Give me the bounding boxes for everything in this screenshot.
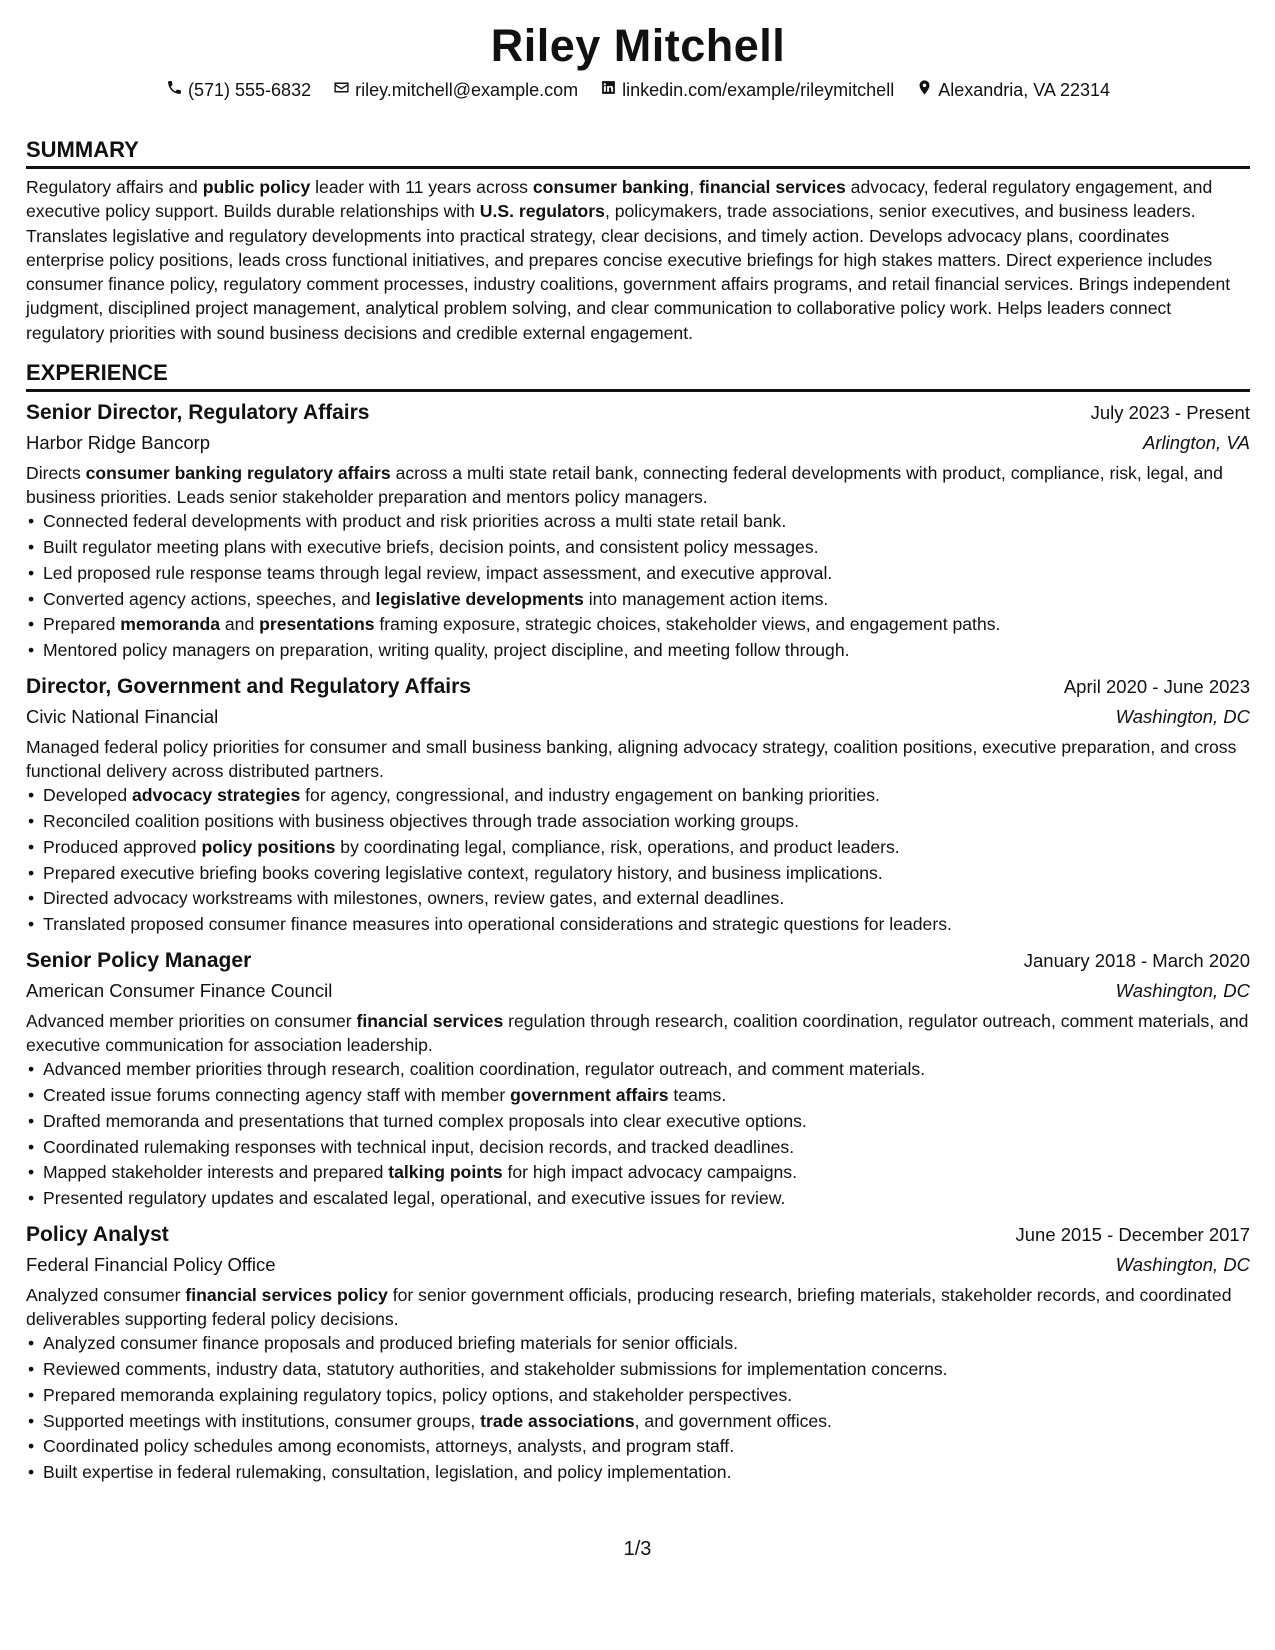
text-segment: , policymakers, trade associations, senior executives, and business leaders. Translates legislative and regulatory developments into practical strategy, clear decisions, and timely action. Develops advocacy plans, coordinates enterprise policy positions, leads cross functional initiatives, and prepares concise executive briefings for high stakes matters. Direct experience includes consumer finance policy, regulatory comment processes, industry coalitions, government affairs programs, and retail financial services. Brings independent judgment, disciplined project management, analytical problem solving, and clear communication to collaborative policy work. Helps leaders connect regulatory priorities with sound business decisions and credible external engagement. bbox=[26, 201, 1231, 343]
job-bullets bbox=[26, 783, 1250, 938]
text-segment: Built regulator meeting plans with executive briefs, decision points, and consistent policy messages. bbox=[43, 537, 819, 558]
text-segment: Managed federal policy priorities for consumer and small business banking, aligning advocacy strategy, coalition positions, executive preparation, and cross functional delivery across distributed partners. bbox=[26, 737, 1237, 781]
bullet-item bbox=[26, 535, 1250, 561]
text-segment: Reviewed comments, industry data, statutory authorities, and stakeholder submissions for implementation concerns. bbox=[43, 1358, 948, 1379]
text-segment: , bbox=[689, 177, 700, 197]
text-segment: Drafted memoranda and presentations that turned complex proposals into clear executive options. bbox=[43, 1110, 807, 1131]
text-segment: for high impact advocacy campaigns. bbox=[502, 1162, 797, 1183]
job-dates: April 2020 - June 2023 bbox=[1063, 676, 1250, 698]
bold-keyword: policy positions bbox=[201, 836, 336, 857]
bold-keyword: government affairs bbox=[510, 1085, 669, 1105]
bold-keyword: consumer banking bbox=[532, 177, 690, 197]
text-segment: Coordinated policy schedules among economists, attorneys, analysts, and program staff. bbox=[43, 1436, 735, 1457]
location-text: Alexandria, VA 22314 bbox=[938, 80, 1110, 100]
bullet-item bbox=[26, 1460, 1250, 1486]
bullet-item bbox=[26, 561, 1250, 587]
text-segment: Led proposed rule response teams through legal review, impact assessment, and executive approval. bbox=[43, 562, 833, 583]
bold-keyword: U.S. regulators bbox=[479, 201, 605, 222]
text-segment: Mapped stakeholder interests and prepared bbox=[43, 1162, 389, 1183]
bold-keyword: memoranda bbox=[120, 614, 220, 635]
phone-icon bbox=[166, 78, 183, 102]
job-header bbox=[26, 672, 1250, 702]
text-segment: regulation through research, coalition coordination, regulator outreach, comment materials, and executive communication for association leadership. bbox=[26, 1011, 1249, 1055]
job-entry bbox=[26, 946, 1250, 1212]
job-dates: January 2018 - March 2020 bbox=[1023, 950, 1250, 972]
job-description bbox=[26, 462, 1250, 509]
bullet-item bbox=[26, 1109, 1250, 1135]
envelope-icon bbox=[333, 78, 350, 102]
text-segment: teams. bbox=[668, 1085, 727, 1105]
bullet-item bbox=[26, 1160, 1250, 1186]
contact-phone bbox=[166, 78, 311, 102]
text-segment: Prepared memoranda explaining regulatory topics, policy options, and stakeholder perspectives. bbox=[43, 1384, 793, 1405]
job-company: American Consumer Finance Council bbox=[26, 980, 333, 1002]
text-segment: Analyzed consumer bbox=[26, 1284, 186, 1305]
job-dates: July 2023 - Present bbox=[1090, 402, 1250, 424]
text-segment: by coordinating legal, compliance, risk, operations, and product leaders. bbox=[335, 836, 900, 857]
bullet-item bbox=[26, 1083, 1250, 1109]
bold-keyword: public policy bbox=[202, 177, 311, 197]
text-segment: Advanced member priorities on consumer bbox=[26, 1011, 357, 1032]
map-pin-icon bbox=[916, 78, 933, 102]
job-title: Senior Director, Regulatory Affairs bbox=[26, 401, 370, 425]
bullet-item bbox=[26, 1057, 1250, 1083]
text-segment: Translated proposed consumer finance measures into operational considerations and strategic questions for leaders. bbox=[43, 914, 952, 935]
job-entry bbox=[26, 398, 1250, 664]
job-header bbox=[26, 946, 1250, 976]
linkedin-icon bbox=[600, 78, 617, 102]
bold-keyword: financial services policy bbox=[185, 1284, 388, 1305]
text-segment: Prepared bbox=[43, 614, 121, 635]
job-subheader bbox=[26, 1250, 1250, 1280]
text-segment: for agency, congressional, and industry engagement on banking priorities. bbox=[300, 785, 880, 806]
text-segment: Coordinated rulemaking responses with technical input, decision records, and tracked deadlines. bbox=[43, 1136, 795, 1157]
bullet-item bbox=[26, 638, 1250, 664]
contact-email[interactable] bbox=[333, 78, 578, 102]
job-bullets bbox=[26, 1057, 1250, 1212]
bullet-item bbox=[26, 809, 1250, 835]
text-segment: across a multi state retail bank, connecting federal developments with product, compliance, risk, legal, and business priorities. Leads senior stakeholder preparation and mentors policy managers. bbox=[26, 463, 1223, 507]
bold-keyword: consumer banking regulatory affairs bbox=[85, 463, 391, 484]
text-segment: leader with 11 years across bbox=[310, 177, 533, 197]
text-segment: Converted agency actions, speeches, and bbox=[43, 588, 376, 609]
page-number: 1/3 bbox=[623, 1538, 652, 1560]
bullet-item bbox=[26, 1186, 1250, 1212]
bold-keyword: financial services bbox=[356, 1011, 504, 1032]
text-segment: Connected federal developments with product and risk priorities across a multi state retail bank. bbox=[43, 511, 787, 532]
job-company: Civic National Financial bbox=[26, 706, 219, 728]
linkedin-link[interactable]: linkedin.com/example/rileymitchell bbox=[622, 80, 895, 100]
job-subheader bbox=[26, 428, 1250, 458]
text-segment: Presented regulatory updates and escalated legal, operational, and executive issues for review. bbox=[43, 1188, 786, 1209]
text-segment: Advanced member priorities through research, coalition coordination, regulator outreach, and comment materials. bbox=[43, 1059, 926, 1080]
text-segment: Directed advocacy workstreams with milestones, owners, review gates, and external deadlines. bbox=[43, 888, 785, 909]
text-segment: into management action items. bbox=[583, 588, 829, 609]
bold-keyword: talking points bbox=[388, 1162, 503, 1183]
bold-keyword: legislative developments bbox=[375, 588, 584, 609]
bullet-item bbox=[26, 783, 1250, 809]
text-segment: Built expertise in federal rulemaking, consultation, legislation, and policy implementation. bbox=[43, 1462, 732, 1483]
phone-text: (571) 555-6832 bbox=[188, 80, 312, 100]
job-company: Harbor Ridge Bancorp bbox=[26, 432, 211, 454]
experience-list bbox=[26, 398, 1250, 1486]
bullet-item bbox=[26, 509, 1250, 535]
bullet-item bbox=[26, 1434, 1250, 1460]
text-segment: advocacy, federal regulatory engagement, and executive policy support. Builds durable relationships with bbox=[26, 177, 1213, 222]
text-segment: framing exposure, strategic choices, stakeholder views, and engagement paths. bbox=[374, 614, 1001, 635]
contact-linkedin[interactable] bbox=[600, 78, 894, 102]
job-description bbox=[26, 736, 1250, 783]
job-location: Arlington, VA bbox=[1143, 432, 1250, 454]
job-description bbox=[26, 1284, 1250, 1331]
job-subheader bbox=[26, 702, 1250, 732]
job-description bbox=[26, 1010, 1250, 1057]
job-location: Washington, DC bbox=[1115, 980, 1250, 1002]
bold-keyword: advocacy strategies bbox=[132, 785, 301, 806]
text-segment: Produced approved bbox=[43, 836, 202, 857]
text-segment: Directs bbox=[26, 463, 86, 484]
contact-location bbox=[916, 78, 1110, 102]
bullet-item bbox=[26, 587, 1250, 613]
job-header bbox=[26, 1220, 1250, 1250]
summary-text bbox=[26, 175, 1250, 345]
job-subheader bbox=[26, 976, 1250, 1006]
job-entry bbox=[26, 1220, 1250, 1486]
text-segment: Regulatory affairs and bbox=[26, 177, 203, 197]
section-divider bbox=[26, 389, 1250, 392]
bullet-item bbox=[26, 1331, 1250, 1357]
text-segment: Reconciled coalition positions with business objectives through trade association working groups. bbox=[43, 811, 799, 832]
job-header bbox=[26, 398, 1250, 428]
bold-keyword: financial services bbox=[699, 177, 846, 197]
text-segment: Mentored policy managers on preparation, writing quality, project discipline, and meeting follow through. bbox=[43, 640, 850, 661]
bullet-item bbox=[26, 1383, 1250, 1409]
email-link[interactable]: riley.mitchell@example.com bbox=[355, 80, 579, 100]
job-title: Director, Government and Regulatory Affairs bbox=[26, 675, 471, 699]
resume-page bbox=[26, 16, 1250, 1486]
text-segment: Analyzed consumer finance proposals and produced briefing materials for senior officials. bbox=[43, 1333, 739, 1354]
text-segment: Prepared executive briefing books covering legislative context, regulatory history, and business implications. bbox=[43, 862, 883, 883]
text-segment: Supported meetings with institutions, consumer groups, bbox=[43, 1410, 481, 1431]
bullet-item bbox=[26, 912, 1250, 938]
bullet-item bbox=[26, 1357, 1250, 1383]
job-entry bbox=[26, 672, 1250, 938]
experience-heading: EXPERIENCE bbox=[26, 360, 168, 386]
job-dates: June 2015 - December 2017 bbox=[1015, 1223, 1250, 1245]
bullet-item bbox=[26, 886, 1250, 912]
text-segment: , and government offices. bbox=[634, 1410, 832, 1431]
bold-keyword: presentations bbox=[259, 614, 375, 635]
text-segment: Developed bbox=[43, 785, 133, 806]
section-divider bbox=[26, 166, 1250, 169]
job-bullets bbox=[26, 509, 1250, 664]
job-location: Washington, DC bbox=[1115, 706, 1250, 728]
job-title: Senior Policy Manager bbox=[26, 949, 252, 973]
bullet-item bbox=[26, 1409, 1250, 1435]
bullet-item bbox=[26, 612, 1250, 638]
bullet-item bbox=[26, 1135, 1250, 1161]
text-segment: and bbox=[220, 614, 260, 635]
bold-keyword: trade associations bbox=[480, 1410, 635, 1431]
text-segment: for senior government officials, producing research, briefing materials, stakeholder records, and coordinated deliverables supporting federal policy decisions. bbox=[26, 1284, 1232, 1329]
job-title: Policy Analyst bbox=[26, 1222, 169, 1246]
summary-heading: SUMMARY bbox=[26, 137, 139, 162]
job-company: Federal Financial Policy Office bbox=[26, 1253, 276, 1275]
bullet-item bbox=[26, 835, 1250, 861]
text-segment: Created issue forums connecting agency staff with member bbox=[43, 1085, 511, 1105]
candidate-name: Riley Mitchell bbox=[490, 20, 786, 71]
contact-bar bbox=[26, 78, 1250, 102]
bullet-item bbox=[26, 861, 1250, 887]
job-bullets bbox=[26, 1331, 1250, 1486]
job-location: Washington, DC bbox=[1115, 1253, 1250, 1275]
